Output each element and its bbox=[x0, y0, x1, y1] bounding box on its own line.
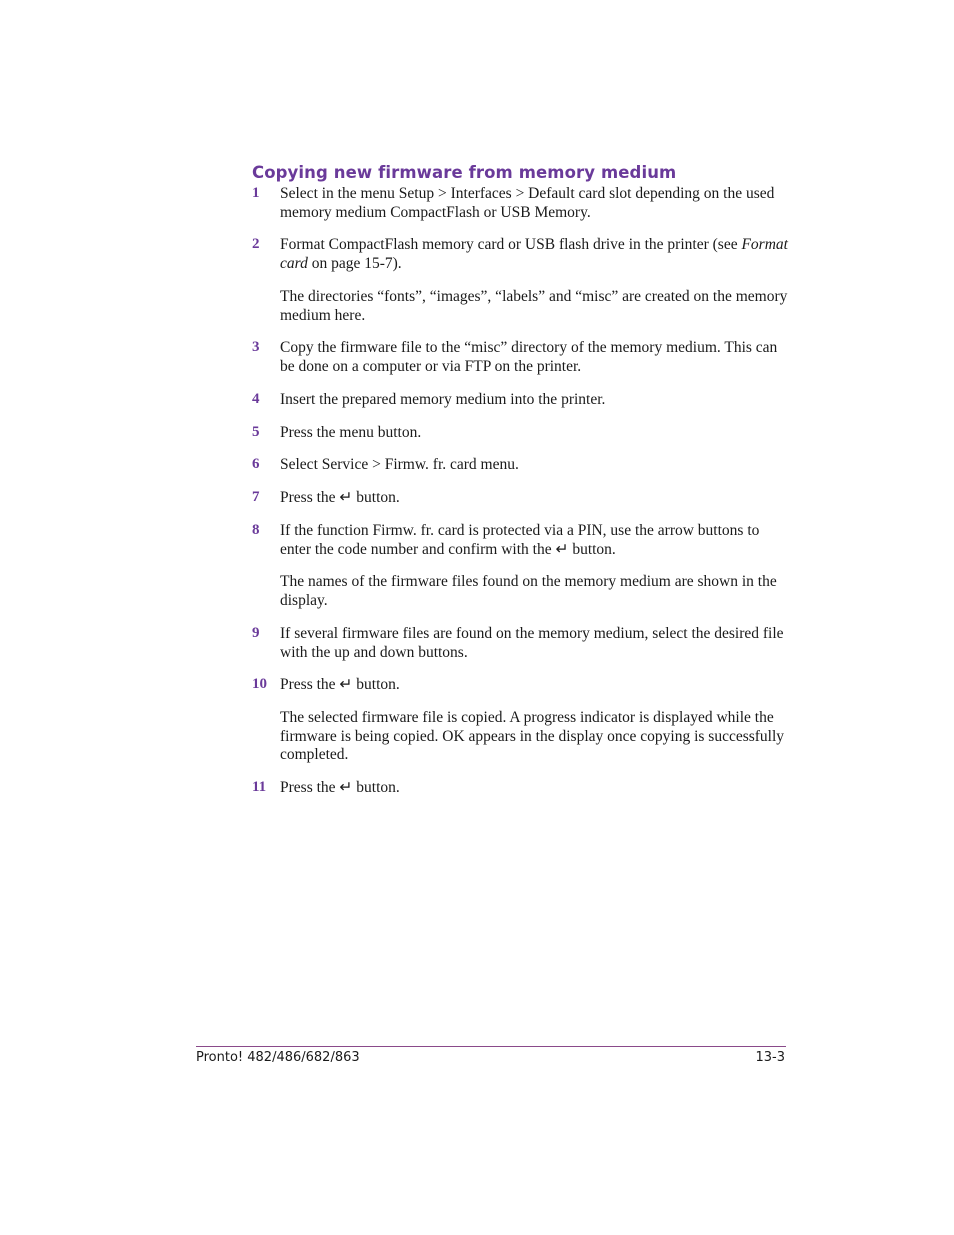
step-number: 4 bbox=[252, 391, 260, 407]
step-number: 10 bbox=[252, 676, 267, 692]
step-text-post: on page 15-7). bbox=[307, 254, 402, 272]
step-number: 2 bbox=[252, 236, 260, 252]
step-text-pre: Format CompactFlash memory card or USB flash drive in the printer (see bbox=[280, 236, 742, 253]
step-text: Press the ↵ button. bbox=[280, 779, 400, 796]
cross-reference-link[interactable]: Format card bbox=[280, 236, 788, 272]
step-text: If the function Firmw. fr. card is protected via a PIN, use the arrow buttons to enter the code number and confirm with the ↵ button. bbox=[280, 522, 760, 558]
note-text: The names of the firmware files found on the memory medium are shown in the display. bbox=[280, 573, 777, 609]
step-text: Copy the firmware file to the “misc” directory of the memory medium. This can be done on a computer or via FTP on the printer. bbox=[280, 339, 778, 375]
step-text: Select Service > Firmw. fr. card menu. bbox=[280, 456, 519, 473]
step-text: Press the ↵ button. bbox=[280, 676, 400, 693]
note-text: The selected firmware file is copied. A progress indicator is displayed while the firmware is being copied. OK appears in the display once copying is successfully completed. bbox=[280, 709, 785, 763]
step-text: Press the menu button. bbox=[280, 424, 422, 441]
step-number: 11 bbox=[252, 779, 267, 795]
step-number: 1 bbox=[252, 185, 260, 201]
step-number: 7 bbox=[252, 489, 260, 505]
step-text: Select in the menu Setup > Interfaces > Default card slot depending on the used memory medium CompactFlash or USB Memory. bbox=[280, 185, 775, 221]
footer-rule bbox=[196, 1046, 786, 1047]
step-number: 5 bbox=[252, 424, 260, 440]
step-number: 8 bbox=[252, 522, 260, 538]
step-number: 6 bbox=[252, 456, 260, 472]
step-text: Press the ↵ button. bbox=[280, 489, 400, 506]
step-text bbox=[280, 236, 790, 273]
footer-page-number: 13-3 bbox=[755, 1050, 785, 1065]
footer-product-name: Pronto! 482/486/682/863 bbox=[196, 1050, 360, 1065]
step-number: 3 bbox=[252, 339, 260, 355]
note-text: The directories “fonts”, “images”, “labels” and “misc” are created on the memory medium here. bbox=[280, 288, 788, 324]
section-heading: Copying new firmware from memory medium bbox=[252, 163, 677, 182]
step-number: 9 bbox=[252, 625, 260, 641]
step-text: Insert the prepared memory medium into the printer. bbox=[280, 391, 606, 408]
step-text: If several firmware files are found on the memory medium, select the desired file with the up and down buttons. bbox=[280, 625, 784, 661]
